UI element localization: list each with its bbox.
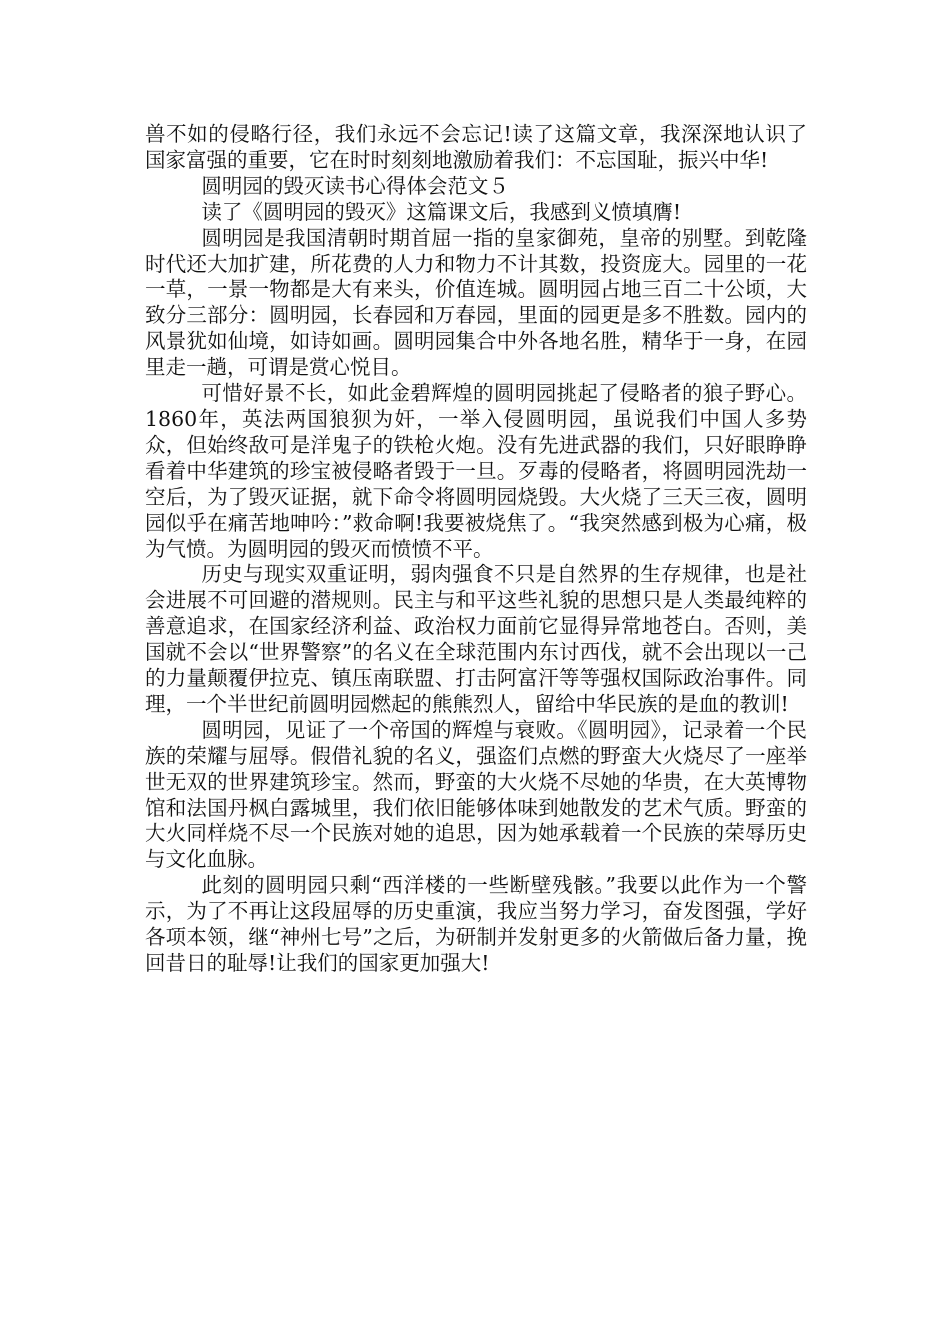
paragraph-description: 圆明园是我国清朝时期首屈一指的皇家御苑，皇帝的别墅。到乾隆时代还大加扩建，所花费的人力和物力不计其数，投资庞大。园里的一花一草，一景一物都是大有来头，价值连城。圆明园占地三百二十公顷，大致分三部分：圆明园，长春园和万春园，里面的园更是多不胜数。园内的风景犹如仙境，如诗如画。圆明园集合中外各地名胜，精华于一身，在园里走一趟，可谓是赏心悦目。 xyxy=(145,225,807,380)
paragraph-intro: 读了《圆明园的毁灭》这篇课文后，我感到义愤填膺! xyxy=(201,199,682,224)
paragraph-invasion: 可惜好景不长，如此金碧辉煌的圆明园挑起了侵略者的狼子野心。1860年，英法两国狼狈为奸，一举入侵圆明园，虽说我们中国人多势众，但始终敌可是洋鬼子的铁枪火炮。没有先进武器的我们，只好眼睁睁看着中华建筑的珍宝被侵略者毁于一旦。歹毒的侵略者，将圆明园洗劫一空后，为了毁灭证据，就下命令将圆明园烧毁。大火烧了三天三夜，圆明园似乎在痛苦地呻吟：”救命啊!我要被烧焦了。“我突然感到极为心痛，极为气愤。为圆明园的毁灭而愤愤不平。 xyxy=(145,381,807,561)
section-heading: 圆明园的毁灭读书心得体会范文５ xyxy=(201,173,509,198)
paragraph-continuation: 兽不如的侵略行径，我们永远不会忘记!读了这篇文章，我深深地认识了国家富强的重要，它在时时刻刻地激励着我们：不忘国耻，振兴中华! xyxy=(145,122,807,172)
document-body xyxy=(145,122,807,977)
paragraph-witness: 圆明园，见证了一个帝国的辉煌与衰败。《圆明园》，记录着一个民族的荣耀与屈辱。假借礼貌的名义，强盗们点燃的野蛮大火烧尽了一座举世无双的世界建筑珍宝。然而，野蛮的大火烧不尽她的华贵，在大英博物馆和法国丹枫白露城里，我们依旧能够体味到她散发的艺术气质。野蛮的大火同样烧不尽一个民族对她的追思，因为她承载着一个民族的荣辱历史与文化血脉。 xyxy=(145,717,807,872)
paragraph-conclusion: 此刻的圆明园只剩“西洋楼的一些断壁残骸。”我要以此作为一个警示，为了不再让这段屈辱的历史重演，我应当努力学习，奋发图强，学好各项本领，继“神州七号”之后，为研制并发射更多的火箭做后备力量，挽回昔日的耻辱!让我们的国家更加强大! xyxy=(145,873,807,975)
paragraph-history: 历史与现实双重证明，弱肉强食不只是自然界的生存规律，也是社会进展不可回避的潜规则。民主与和平这些礼貌的思想只是人类最纯粹的善意追求，在国家经济利益、政治权力面前它显得异常地苍白。否则，美国就不会以“世界警察”的名义在全球范围内东讨西伐，就不会出现以一己的力量颠覆伊拉克、镇压南联盟、打击阿富汗等等强权国际政治事件。同理，一个半世纪前圆明园燃起的熊熊烈人，留给中华民族的是血的教训! xyxy=(145,562,807,716)
